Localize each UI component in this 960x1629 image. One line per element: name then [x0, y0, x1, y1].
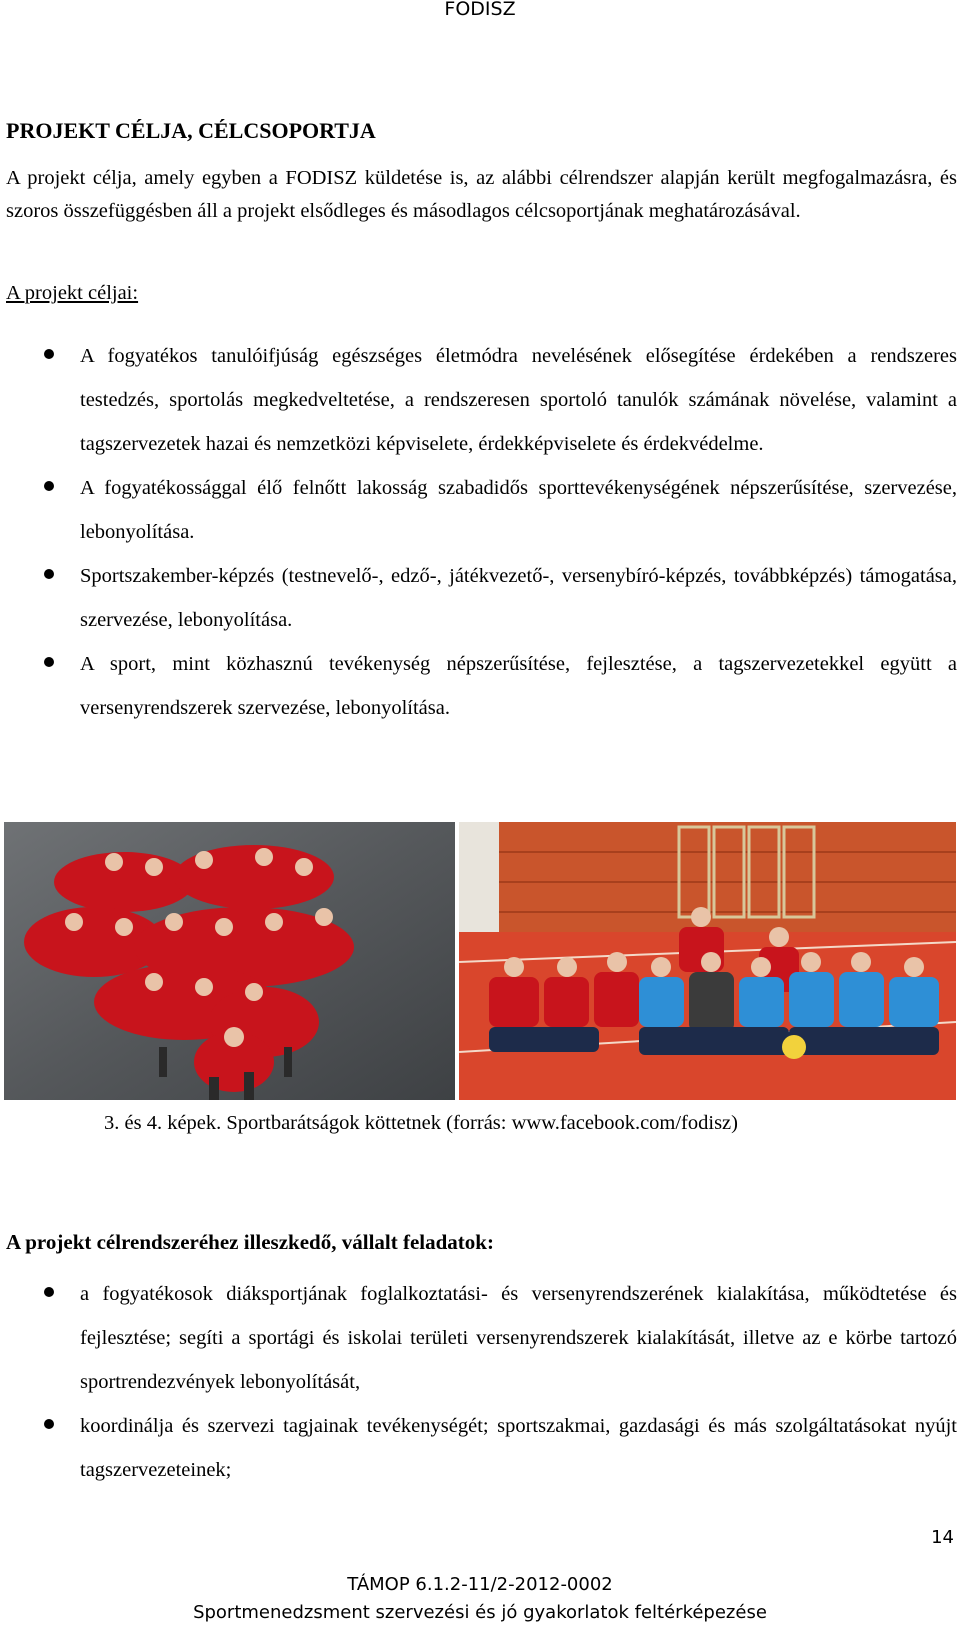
tasks-title: A projekt célrendszeréhez illeszkedő, vállalt feladatok: [6, 1230, 494, 1254]
task-item [0, 1404, 957, 1492]
tasks-list [0, 1272, 957, 1492]
footer-project-title: Sportmenedzsment szervezési és jó gyakorlatok feltérképezése [193, 1602, 767, 1623]
bullet-icon [44, 481, 54, 491]
goal-text: Sportszakember-képzés (testnevelő-, edző-, játékvezető-, versenybíró-képzés, továbbképzés) támogatása, szervezése, lebonyolítása. [80, 565, 957, 631]
page-number: 14 [931, 1527, 954, 1548]
goals-label: A projekt céljai: [6, 282, 139, 304]
group-photo-asphalt [4, 822, 455, 1100]
photo-row [4, 822, 956, 1100]
bullet-icon [44, 569, 54, 579]
photo-caption: 3. és 4. képek. Sportbarátságok köttetnek (forrás: www.facebook.com/fodisz) [104, 1112, 738, 1134]
goals-list [0, 334, 957, 730]
team-photo-gym [459, 822, 956, 1100]
bullet-icon [44, 1287, 54, 1297]
task-text: koordinálja és szervezi tagjainak tevékenységét; sportszakmai, gazdasági és más szolgáltatásokat nyújt tagszervezeteinek; [80, 1415, 957, 1481]
goal-item [0, 334, 957, 466]
section-title: PROJEKT CÉLJA, CÉLCSOPORTJA [6, 118, 376, 143]
intro-paragraph: A projekt célja, amely egyben a FODISZ küldetése is, az alábbi célrendszer alapján került megfogalmazásra, és szoros összefüggésben áll a projekt elsődleges és másodlagos célcsoportjának meghatározásával. [6, 167, 957, 222]
goal-item [0, 466, 957, 554]
footer-project-code: TÁMOP 6.1.2-11/2-2012-0002 [347, 1574, 613, 1595]
task-text: a fogyatékosok diáksportjának foglalkoztatási- és versenyrendszerének kialakítása, működtetése és fejlesztése; segíti a sportági és iskolai területi versenyrendszerek kialakítását, illetve az e körbe tartozó sportrendezvények lebonyolítását, [80, 1283, 957, 1393]
task-item [0, 1272, 957, 1404]
goal-text: A fogyatékossággal élő felnőtt lakosság szabadidős sporttevékenységének népszerűsítése, szervezése, lebonyolítása. [80, 477, 957, 543]
goal-text: A sport, mint közhasznú tevékenység népszerűsítése, fejlesztése, a tagszervezetekkel együtt a versenyrendszerek szervezése, lebonyolítása. [80, 653, 957, 719]
bullet-icon [44, 1419, 54, 1429]
bullet-icon [44, 349, 54, 359]
bullet-icon [44, 657, 54, 667]
running-header: FODISZ [444, 0, 516, 20]
goal-item [0, 642, 957, 730]
goal-text: A fogyatékos tanulóifjúság egészséges életmódra nevelésének elősegítése érdekében a rendszeres testedzés, sportolás megkedveltetése, a rendszeresen sportoló tanulók számának növelése, valamint a tagszervezetek hazai és nemzetközi képviselete, érdekképviselete és érdekvédelme. [80, 345, 957, 455]
goal-item [0, 554, 957, 642]
